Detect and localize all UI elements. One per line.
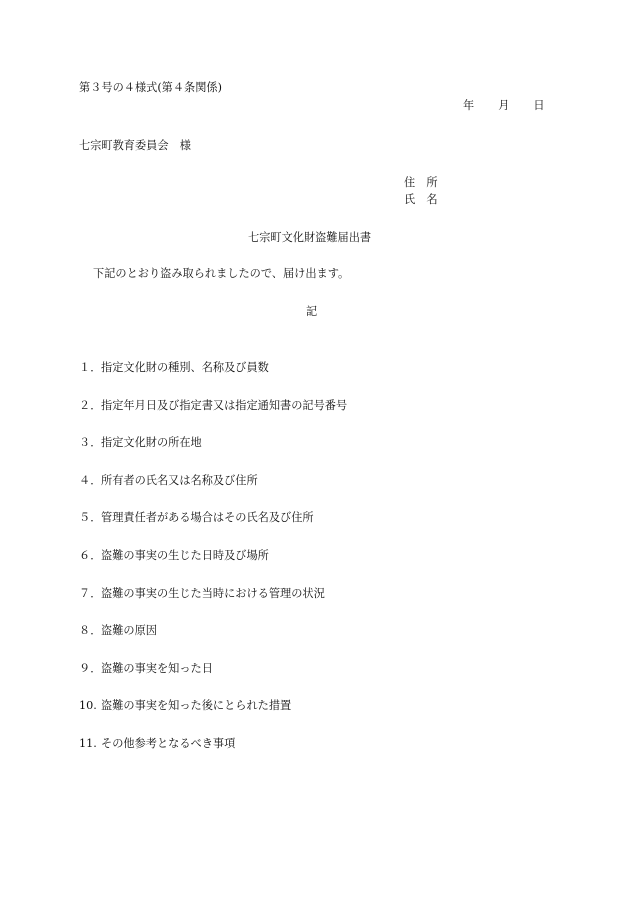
- item-text: その他参考となるべき事項: [101, 736, 236, 750]
- date-line: [463, 100, 545, 111]
- list-item: [79, 738, 347, 776]
- list-item: [79, 362, 347, 400]
- date-year-label: 年: [463, 99, 475, 112]
- item-number: ３．: [79, 436, 102, 450]
- list-item: [79, 550, 347, 588]
- list-item: [79, 400, 347, 438]
- intro-text: 下記のとおり盗み取られましたので、届け出ます。: [93, 267, 350, 280]
- item-number: ５．: [79, 511, 102, 525]
- item-number: ９．: [79, 661, 102, 675]
- item-text: 盗難の原因: [101, 624, 157, 638]
- date-day-label: 日: [533, 99, 545, 112]
- item-text: 指定文化財の所在地: [101, 436, 202, 450]
- item-text: 盗難の事実を知った後にとられた措置: [101, 699, 292, 713]
- item-text: 指定年月日及び指定書又は指定通知書の記号番号: [101, 398, 348, 412]
- form-number: 第３号の４様式(第４条関係): [79, 81, 222, 94]
- name-label: 氏 名: [404, 193, 438, 207]
- item-number: 10.: [79, 699, 97, 713]
- items-list: [79, 362, 347, 776]
- item-number: ８．: [79, 624, 102, 638]
- item-text: 指定文化財の種別、名称及び員数: [101, 361, 269, 374]
- list-item: [79, 437, 347, 475]
- date-month-label: 月: [498, 99, 510, 112]
- item-number: ２．: [79, 398, 102, 412]
- item-number: 11.: [79, 736, 97, 750]
- list-item: [79, 700, 347, 738]
- list-item: [79, 663, 347, 701]
- item-number: ７．: [79, 586, 102, 600]
- list-item: [79, 475, 347, 513]
- item-text: 所有者の氏名又は名称及び住所: [101, 473, 258, 487]
- list-item: [79, 512, 347, 550]
- address-label: 住 所: [404, 176, 438, 189]
- item-number: １．: [79, 361, 102, 374]
- item-number: ６．: [79, 548, 102, 562]
- applicant-block: [404, 177, 438, 211]
- addressee: 七宗町教育委員会 様: [79, 139, 191, 152]
- item-number: ４．: [79, 473, 102, 487]
- item-text: 盗難の事実を知った日: [101, 661, 213, 675]
- list-item: [79, 625, 347, 663]
- item-text: 盗難の事実の生じた当時における管理の状況: [101, 586, 325, 600]
- item-text: 盗難の事実の生じた日時及び場所: [101, 548, 269, 562]
- item-text: 管理責任者がある場合はその氏名及び住所: [101, 511, 314, 525]
- list-item: [79, 588, 347, 626]
- document-title: 七宗町文化財盗難届出書: [248, 231, 372, 244]
- ki-heading: 記: [306, 305, 318, 318]
